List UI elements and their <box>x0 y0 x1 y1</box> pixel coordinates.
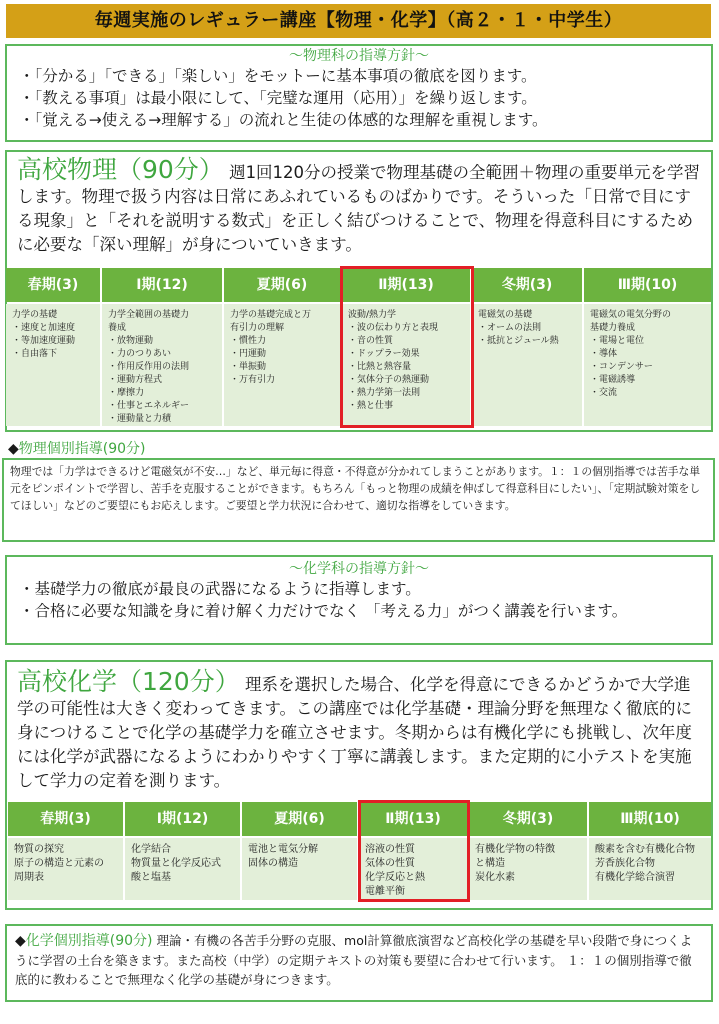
chemistry-term <box>125 802 242 900</box>
term-label: Ⅲ期(10) <box>584 268 711 302</box>
physics-policy-line: ・「分かる」「できる」「楽しい」をモットーに基本事項の徹底を図ります。 <box>19 67 537 85</box>
term-content: 酸素を含む有機化合物 芳香族化合物 有機化学総合演習 <box>589 838 711 900</box>
physics-term <box>584 268 711 426</box>
term-label: 春期(3) <box>6 268 100 302</box>
chemistry-policy-box <box>5 555 713 645</box>
physics-course-description: 週1回120分の授業で物理基礎の全範囲＋物理の重要単元を学習します。物理で扱う内容は日常にあふれているものばかりです。そういった「日常で目にする現象」と「それを説明する数式」を正しく結びつけることで、物理を得意科目にするために必要な「深い理解」が身についていきます。 <box>17 163 701 254</box>
term-label: Ⅱ期(13) <box>342 268 470 302</box>
physics-policy-box <box>5 44 713 142</box>
physics-policy-line: ・「教える事項」は最小限にして、「完璧な運用（応用）」を繰り返します。 <box>19 89 537 107</box>
term-content: 力学の基礎 ・速度と加速度 ・等加速度運動 ・自由落下 <box>6 304 100 426</box>
chemistry-policy-title: ～化学科の指導方針～ <box>289 561 429 577</box>
physics-term <box>472 268 584 426</box>
diamond-icon: ◆ <box>15 933 26 949</box>
chemistry-term <box>242 802 359 900</box>
term-content: 有機化学物の特徴 と構造 炭化水素 <box>469 838 587 900</box>
physics-term <box>102 268 224 426</box>
term-label: 夏期(6) <box>224 268 340 302</box>
term-label: 春期(3) <box>8 802 123 836</box>
term-content: 電池と電気分解 固体の構造 <box>242 838 357 900</box>
chemistry-policy-line: ・基礎学力の徹底が最良の武器になるように指導します。 <box>19 580 421 598</box>
term-label: 夏期(6) <box>242 802 357 836</box>
term-content: 化学結合 物質量と化学反応式 酸と塩基 <box>125 838 240 900</box>
physics-course-intro <box>7 152 711 257</box>
term-content: 溶液の性質 気体の性質 化学反応と熱 電離平衡 <box>359 838 467 900</box>
term-label: Ⅱ期(13) <box>359 802 467 836</box>
chemistry-individual-box <box>5 924 713 1002</box>
term-label: Ⅰ期(12) <box>102 268 222 302</box>
term-label: 冬期(3) <box>472 268 582 302</box>
term-label: Ⅰ期(12) <box>125 802 240 836</box>
chemistry-policy-line: ・合格に必要な知識を身に着け解く力だけでなく 「考える力」がつく講義を行います。 <box>19 602 628 620</box>
chemistry-term <box>469 802 589 900</box>
page-title: 毎週実施のレギュラー講座【物理・化学】（高２・１・中学生） <box>6 4 711 38</box>
chemistry-course-title: 高校化学（120分） <box>17 667 240 696</box>
chemistry-individual-text: ◆化学個別指導(90分) 理論・有機の各苦手分野の克服、mol計算徹底演習など高校化学の基礎を早い段階で身につくように学習の土台を築きます。また高校（中学）の定期テキストの対策も要望に合わせて行います。 １：１の個別指導で徹底的に教わることで無理なく化学の基礎が身につきます。 <box>15 933 693 987</box>
chemistry-term <box>589 802 711 900</box>
physics-term <box>6 268 102 426</box>
chemistry-term <box>8 802 125 900</box>
chemistry-course-description: 理系を選択した場合、化学を得意にできるかどうかで大学進学の可能性は大きく変わってきます。この講座では化学基礎・理論分野を無理なく徹底的に身につけることで化学の基礎学力を確立させます。冬期からは有機化学にも挑戦し、次年度には化学が武器になるようにわかりやすく丁寧に講義します。また定期的に小テストを実施して学力の定着を測ります。 <box>17 675 693 790</box>
term-content: 物質の探究 原子の構造と元素の 周期表 <box>8 838 123 900</box>
physics-current-term-highlight <box>340 266 474 428</box>
physics-policy-line: ・「覚える→使える→理解する」の流れと生徒の体感的な理解を重視します。 <box>19 111 548 129</box>
physics-individual-text: 物理では「力学はできるけど電磁気が不安…」など、単元毎に得意・不得意が分かれてしまうことがあります。１：１の個別指導では苦手な単元をピンポイントで学習し、苦手を克服することができます。もちろん「もっと物理の成績を伸ばして得意科目にしたい」、「定期試験対策をしてほしい」などのご要望にもお応えします。ご要望と学力状況に合わせて、適切な指導をしていきます。 <box>10 465 701 512</box>
chemistry-course-intro <box>7 662 711 793</box>
physics-individual-box <box>2 458 715 542</box>
chemistry-current-term-highlight <box>358 800 470 902</box>
term-content: 波動/熱力学 ・波の伝わり方と表現 ・音の性質 ・ドップラー効果 ・比熱と熱容量 ・気体分子の熱運動 ・熱力学第一法則 ・熱と仕事 <box>342 304 470 426</box>
physics-course-title: 高校物理（90分） <box>17 155 224 184</box>
diamond-icon: ◆ <box>8 441 19 457</box>
term-label: 冬期(3) <box>469 802 587 836</box>
physics-term <box>224 268 342 426</box>
chemistry-individual-heading: ◆化学個別指導(90分) <box>15 933 153 949</box>
term-content: 力学の基礎完成と万 有引力の理解 ・慣性力 ・円運動 ・単振動 ・万有引力 <box>224 304 340 426</box>
physics-policy-title: ～物理科の指導方針～ <box>289 48 429 64</box>
term-label: Ⅲ期(10) <box>589 802 711 836</box>
term-content: 電磁気の基礎 ・オームの法則 ・抵抗とジュール熱 <box>472 304 582 426</box>
term-content: 電磁気の電気分野の 基礎力養成 ・電場と電位 ・導体 ・コンデンサー ・電磁誘導 ・交流 <box>584 304 711 426</box>
physics-individual-heading: ◆物理個別指導(90分) <box>8 441 146 457</box>
term-content: 力学全範囲の基礎力 養成 ・放物運動 ・力のつりあい ・作用反作用の法則 ・運動方程式 ・摩擦力 ・仕事とエネルギー ・運動量と力積 <box>102 304 222 426</box>
